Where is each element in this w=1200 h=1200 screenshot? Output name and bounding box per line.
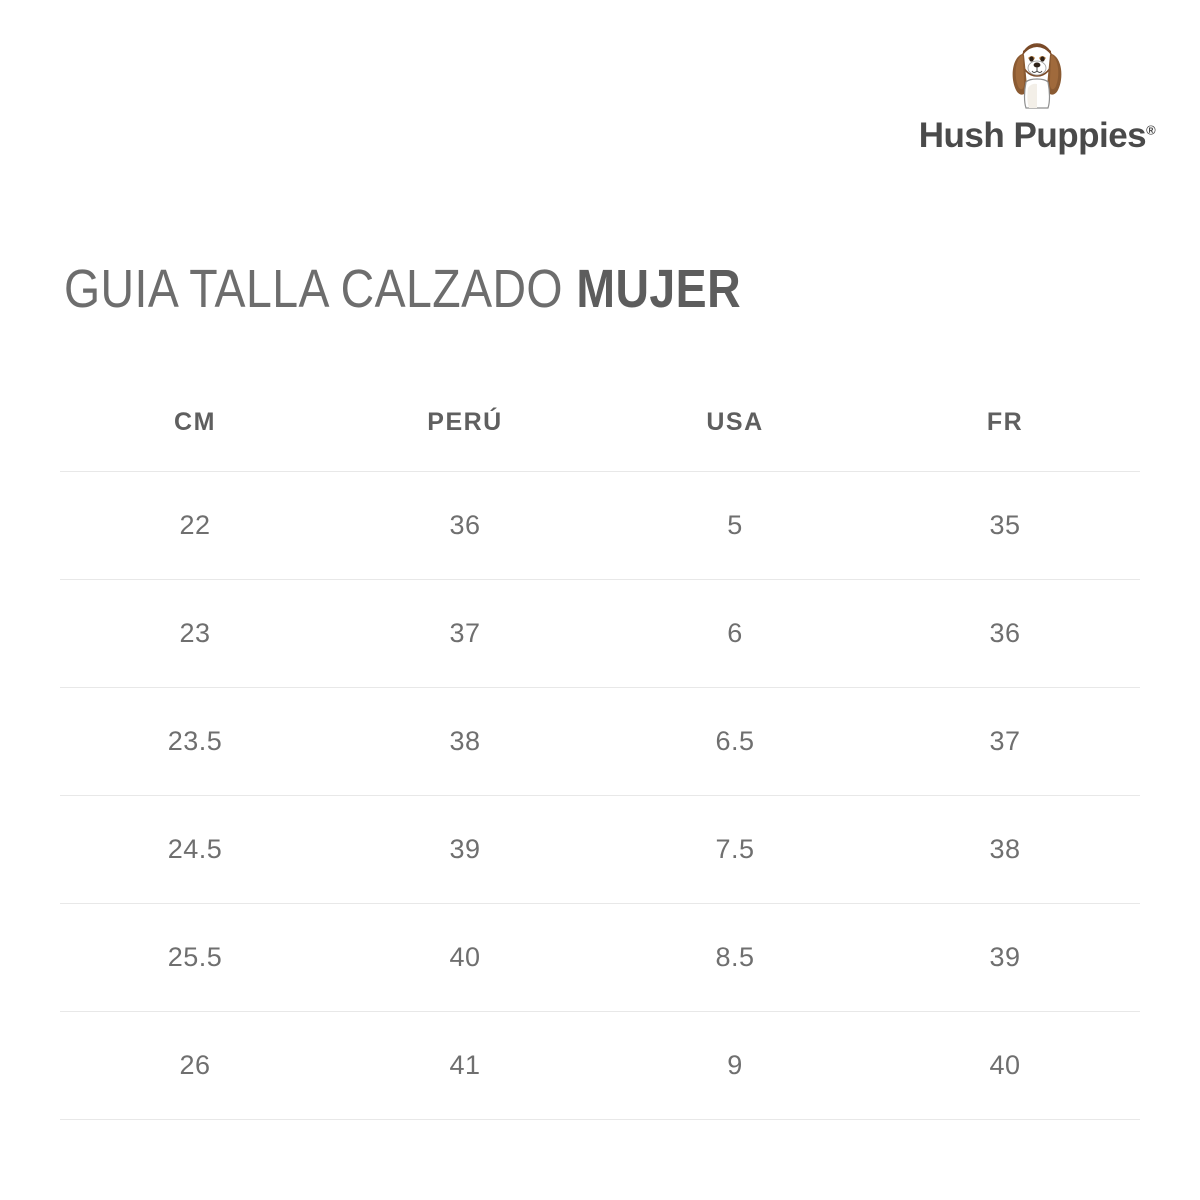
column-header-peru: PERÚ	[427, 408, 503, 436]
cell-cm: 22	[60, 472, 330, 580]
basset-hound-dog-icon	[1006, 38, 1068, 110]
cell-peru: 40	[330, 904, 600, 1012]
column-header-usa: USA	[706, 408, 764, 436]
cell-usa: 8.5	[600, 904, 870, 1012]
table-header-row	[60, 390, 1140, 472]
cell-fr: 37	[870, 688, 1140, 796]
cell-fr: 39	[870, 904, 1140, 1012]
cell-cm: 23.5	[60, 688, 330, 796]
registered-mark: ®	[1146, 122, 1156, 138]
page-title-bold: MUJER	[576, 259, 742, 320]
cell-fr: 36	[870, 580, 1140, 688]
table-row	[60, 472, 1140, 580]
page-title	[64, 258, 741, 320]
cell-fr: 38	[870, 796, 1140, 904]
cell-fr: 35	[870, 472, 1140, 580]
table-row	[60, 1012, 1140, 1120]
cell-usa: 6	[600, 580, 870, 688]
brand-logo	[902, 38, 1172, 156]
cell-usa: 9	[600, 1012, 870, 1120]
table-header	[60, 390, 1140, 472]
cell-usa: 6.5	[600, 688, 870, 796]
cell-fr: 40	[870, 1012, 1140, 1120]
table-row	[60, 904, 1140, 1012]
cell-cm: 26	[60, 1012, 330, 1120]
cell-usa: 7.5	[600, 796, 870, 904]
column-header-cm: CM	[174, 408, 216, 436]
table-row	[60, 688, 1140, 796]
cell-peru: 39	[330, 796, 600, 904]
cell-peru: 41	[330, 1012, 600, 1120]
cell-peru: 36	[330, 472, 600, 580]
cell-cm: 25.5	[60, 904, 330, 1012]
column-header-fr: FR	[986, 408, 1024, 436]
cell-cm: 23	[60, 580, 330, 688]
page-title-light: GUIA TALLA CALZADO	[64, 259, 577, 320]
table-row	[60, 580, 1140, 688]
cell-peru: 38	[330, 688, 600, 796]
brand-name: Hush Puppies	[918, 116, 1147, 155]
cell-usa: 5	[600, 472, 870, 580]
table-body	[60, 472, 1140, 1120]
cell-cm: 24.5	[60, 796, 330, 904]
brand-wordmark	[919, 116, 1155, 156]
table-row	[60, 796, 1140, 904]
cell-peru: 37	[330, 580, 600, 688]
size-guide-table	[60, 390, 1140, 1120]
